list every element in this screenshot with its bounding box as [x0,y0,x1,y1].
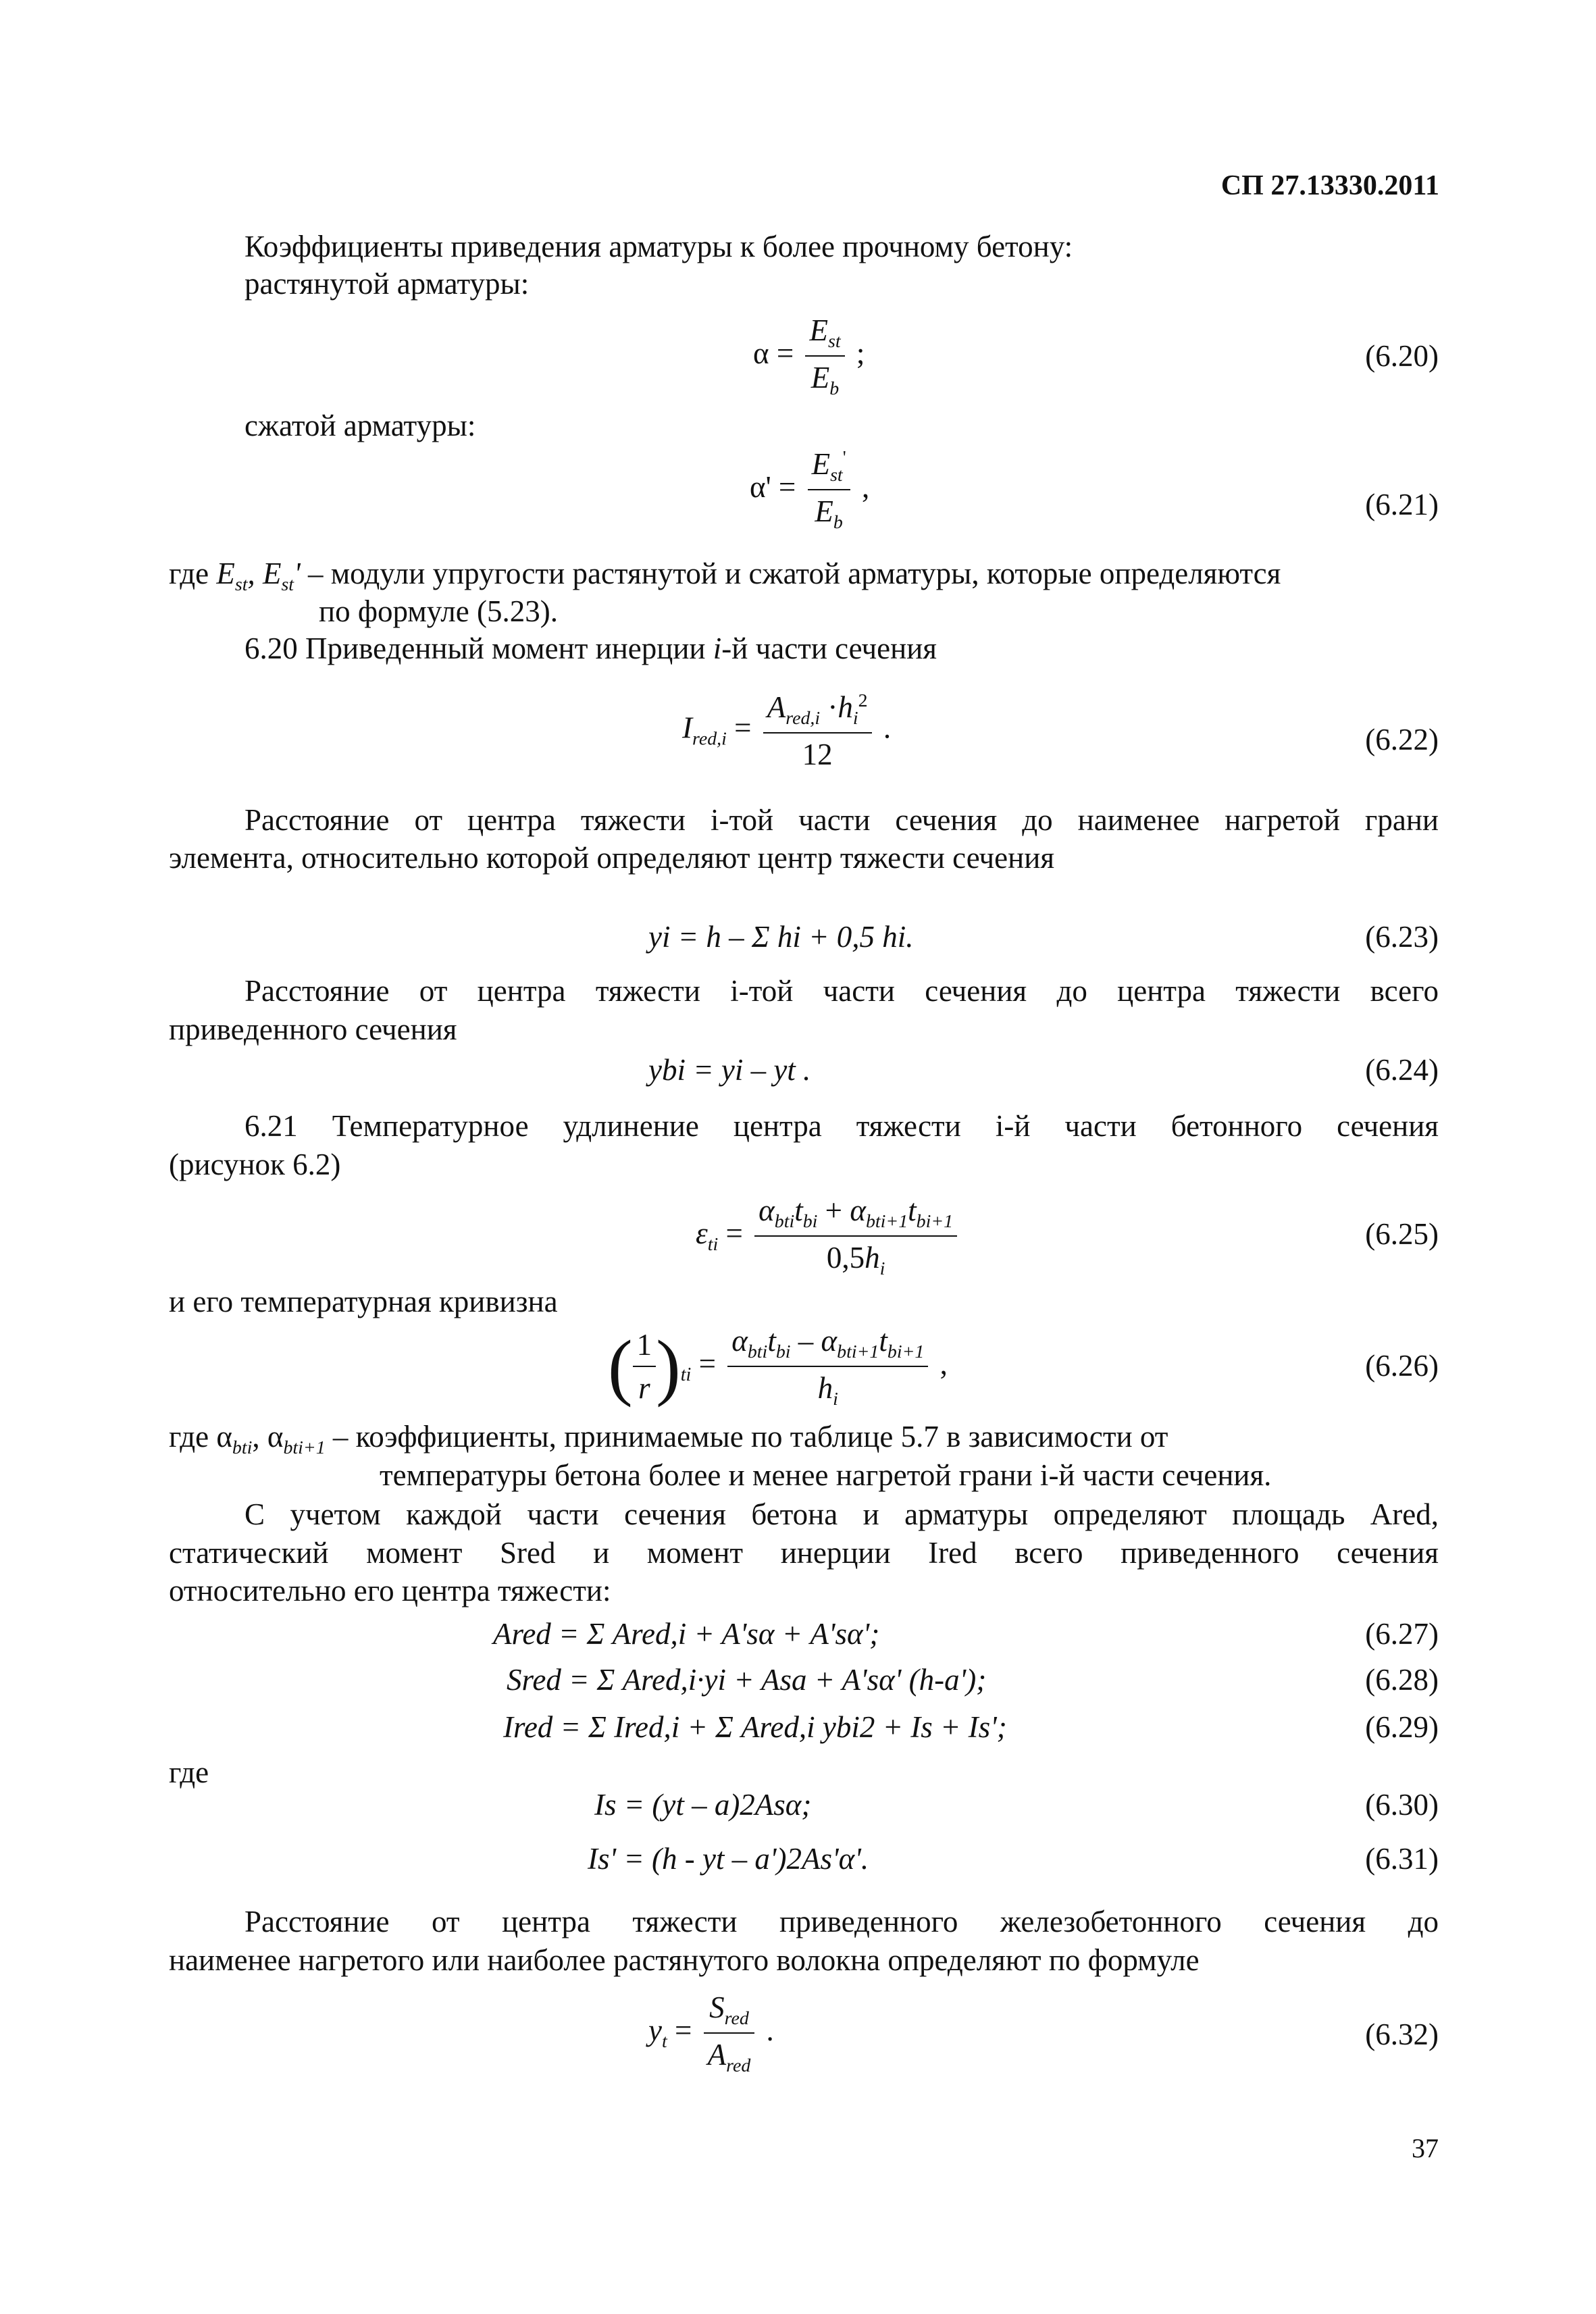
equation-number-6-30: (6.30) [1365,1788,1439,1822]
equation-number-6-21: (6.21) [1365,488,1439,521]
formula-6-29: Ired = Σ Ired,i + Σ Ared,i ybi2 + Is + Is'; [503,1710,1007,1744]
formula-6-28: Sred = Σ Ared,i·yi + Asa + A'sα' (h-a'); [507,1663,987,1697]
paragraph-curvature: и его температурная кривизна [169,1285,558,1318]
equation-number-6-20: (6.20) [1365,339,1439,373]
paragraph-reduced-section-line3: относительно его центра тяжести: [169,1574,611,1608]
paragraph-tensile: растянутой арматуры: [244,267,530,301]
formula-6-26: ( $\frac{1}{r}$ )$_{ti}$ = $\frac{\alpha_{bti}t_{bi} - \alpha_{bti+1}t_{bi+1}}{h_i}$ , [608,1324,948,1410]
equation-number-6-25: (6.25) [1365,1217,1439,1251]
formula-6-32: $y_t$ = $\frac{S_{red}}{A_{red}}$ . [648,1990,774,2077]
equation-number-6-32: (6.32) [1365,2017,1439,2051]
where-moduli-line2: по формуле (5.23). [319,594,558,628]
section-6-21-line2: (рисунок 6.2) [169,1148,341,1181]
paragraph-reduced-section-line2: статический момент Sred и момент инерции Ired всего приведенного сечения [169,1536,1439,1570]
formula-6-27: Ared = Σ Ared,i + A'sα + A'sα'; [493,1617,880,1651]
formula-6-25: $\varepsilon_{ti}$ = $\frac{\alpha_{bti}t_{bi} + \alpha_{bti+1}t_{bi+1}}{0,5h_i}$ [696,1192,961,1281]
equation-number-6-31: (6.31) [1365,1842,1439,1876]
where-coefficients-line2: температуры бетона более и менее нагретой грани i-й части сечения. [380,1458,1272,1492]
equation-number-6-27: (6.27) [1365,1617,1439,1651]
where-moduli-line1: где $E_{st}$, $E_{st}'$ – модули упругости растянутой и сжатой арматуры, которые определяются [169,557,1281,595]
formula-6-21: α' = $\frac{E_{st}'}{E_b}$ , [750,447,870,534]
where-coefficients-line1: где $\alpha_{bti}$, $\alpha_{bti+1}$ – коэффициенты, принимаемые по таблице 5.7 в зависимости от [169,1420,1168,1458]
paragraph-distance-to-centroid-line2: приведенного сечения [169,1012,457,1046]
equation-number-6-23: (6.23) [1365,920,1439,954]
equation-number-6-26: (6.26) [1365,1349,1439,1383]
formula-6-20: α = $\frac{E_{st}}{E_b}$ ; [753,313,865,400]
section-6-21-line1: 6.21 Температурное удлинение центра тяжести i-й части бетонного сечения [244,1109,1439,1143]
equation-number-6-24: (6.24) [1365,1053,1439,1087]
paragraph-coefficients: Коэффициенты приведения арматуры к более прочному бетону: [244,230,1073,263]
paragraph-centroid-distance-line2: наименее нагретого или наиболее растянутого волокна определяют по формуле [169,1943,1200,1977]
formula-6-24: ybi = yi – yt . [648,1053,811,1087]
page-number: 37 [1412,2133,1439,2163]
paragraph-distance-to-face-line1: Расстояние от центра тяжести i-той части сечения до наименее нагретой грани [244,803,1439,837]
equation-number-6-22: (6.22) [1365,723,1439,756]
equation-number-6-29: (6.29) [1365,1710,1439,1744]
paragraph-centroid-distance-line1: Расстояние от центра тяжести приведенного железобетонного сечения до [244,1905,1439,1938]
formula-6-31: Is' = (h - yt – a')2As'α'. [588,1842,869,1876]
equation-number-6-28: (6.28) [1365,1663,1439,1697]
formula-6-30: Is = (yt – a)2Asα; [594,1788,812,1822]
section-6-20: 6.20 Приведенный момент инерции i-й части сечения [244,632,937,665]
paragraph-distance-to-centroid-line1: Расстояние от центра тяжести i-той части сечения до центра тяжести всего [244,974,1439,1008]
formula-6-23: yi = h – Σ hi + 0,5 hi. [648,920,914,954]
paragraph-reduced-section-line1: С учетом каждой части сечения бетона и арматуры определяют площадь Ared, [244,1497,1439,1531]
paragraph-distance-to-face-line2: элемента, относительно которой определяют центр тяжести сечения [169,841,1055,875]
formula-6-22: $I_{red,i}$ = $\frac{A_{red,i} \cdot h_i^2}{12}$ . [682,690,892,772]
document-code: СП 27.13330.2011 [1220,170,1439,201]
where-label: где [169,1755,209,1789]
paragraph-compressed: сжатой арматуры: [244,409,476,442]
